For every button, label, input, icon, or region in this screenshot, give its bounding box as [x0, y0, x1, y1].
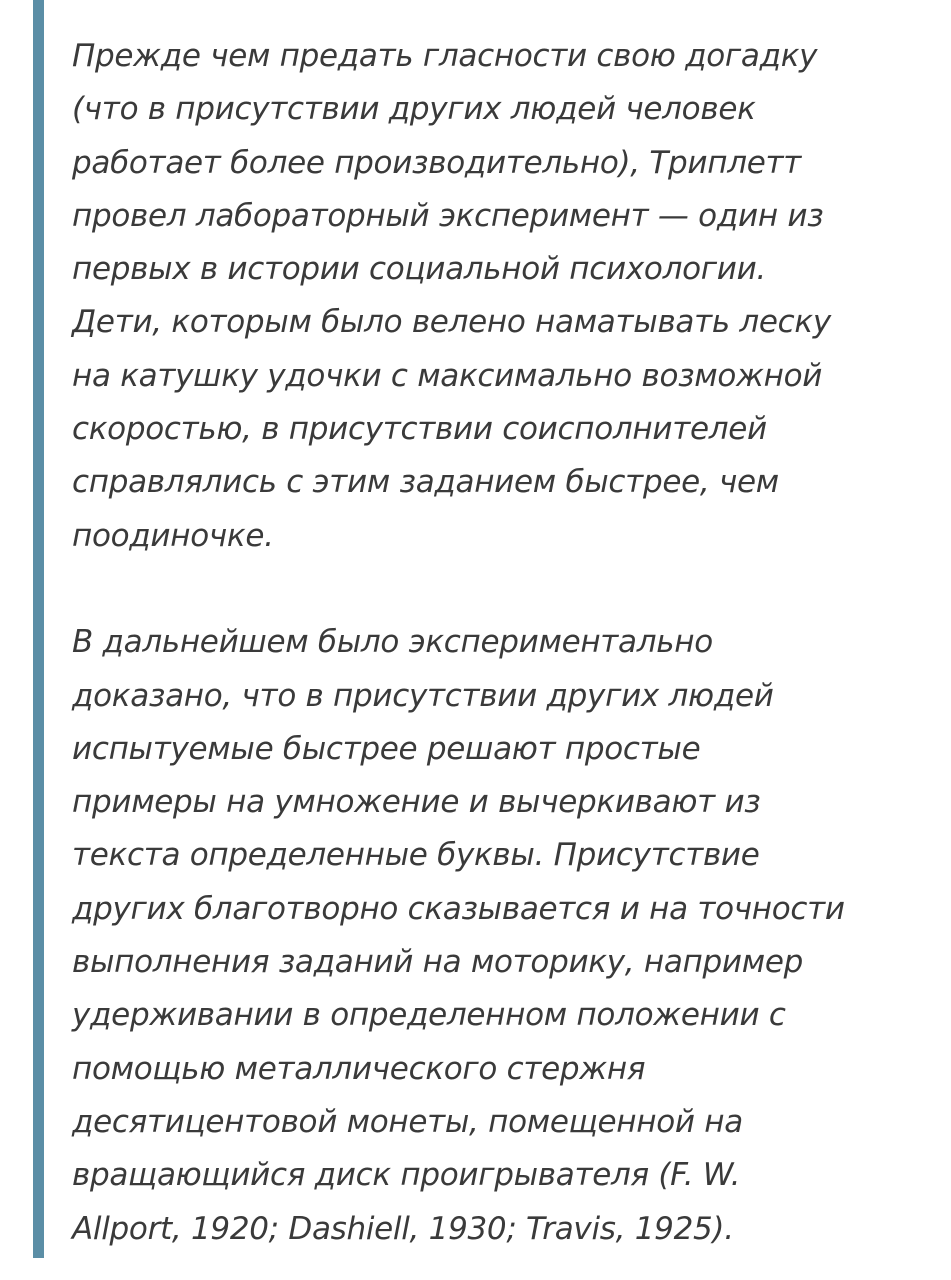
text-line: Прежде чем предать гласности свою догадку — [72, 38, 818, 74]
text-line: текста определенные буквы. Присутствие — [72, 837, 760, 874]
text-line: десятицентовой монеты, помещенной на — [72, 1103, 743, 1140]
blockquote — [72, 30, 902, 1256]
text-line: испытуемые быстрее решают простые — [72, 730, 701, 767]
text-line: поодиночке. — [72, 517, 274, 554]
text-line: примеры на умножение и вычеркивают из — [72, 784, 761, 821]
text-line: первых в истории социальной психологии. — [72, 251, 766, 288]
text-line: вращающийся диск проигрывателя (F. W. — [72, 1157, 741, 1194]
text-line: на катушку удочки с максимально возможной — [72, 357, 823, 394]
text-line: работает более производительно), Триплетт — [72, 144, 802, 181]
text-line: доказано, что в присутствии других людей — [72, 677, 774, 714]
text-line: других благотворно сказывается и на точности — [72, 890, 845, 927]
paragraph-spacer — [72, 563, 902, 616]
text-line: справлялись с этим заданием быстрее, чем — [72, 464, 779, 501]
text-line: (что в присутствии других людей человек — [72, 91, 756, 128]
text-line: Дети, которым было велено наматывать леску — [72, 304, 831, 341]
text-line: провел лабораторный эксперимент — один из — [72, 197, 824, 234]
text-line: Allport, 1920; Dashiell, 1930; Travis, 1925). — [72, 1210, 734, 1247]
paragraph-1 — [72, 30, 902, 563]
paragraph-2 — [72, 616, 902, 1256]
text-line: помощью металлического стержня — [72, 1050, 646, 1087]
text-line: скоростью, в присутствии соисполнителей — [72, 411, 767, 448]
text-line: удерживании в определенном положении с — [72, 997, 786, 1034]
text-line: выполнения заданий на моторику, например — [72, 944, 803, 981]
text-line: В дальнейшем было экспериментально — [72, 624, 713, 661]
blockquote-bar — [33, 0, 44, 1258]
